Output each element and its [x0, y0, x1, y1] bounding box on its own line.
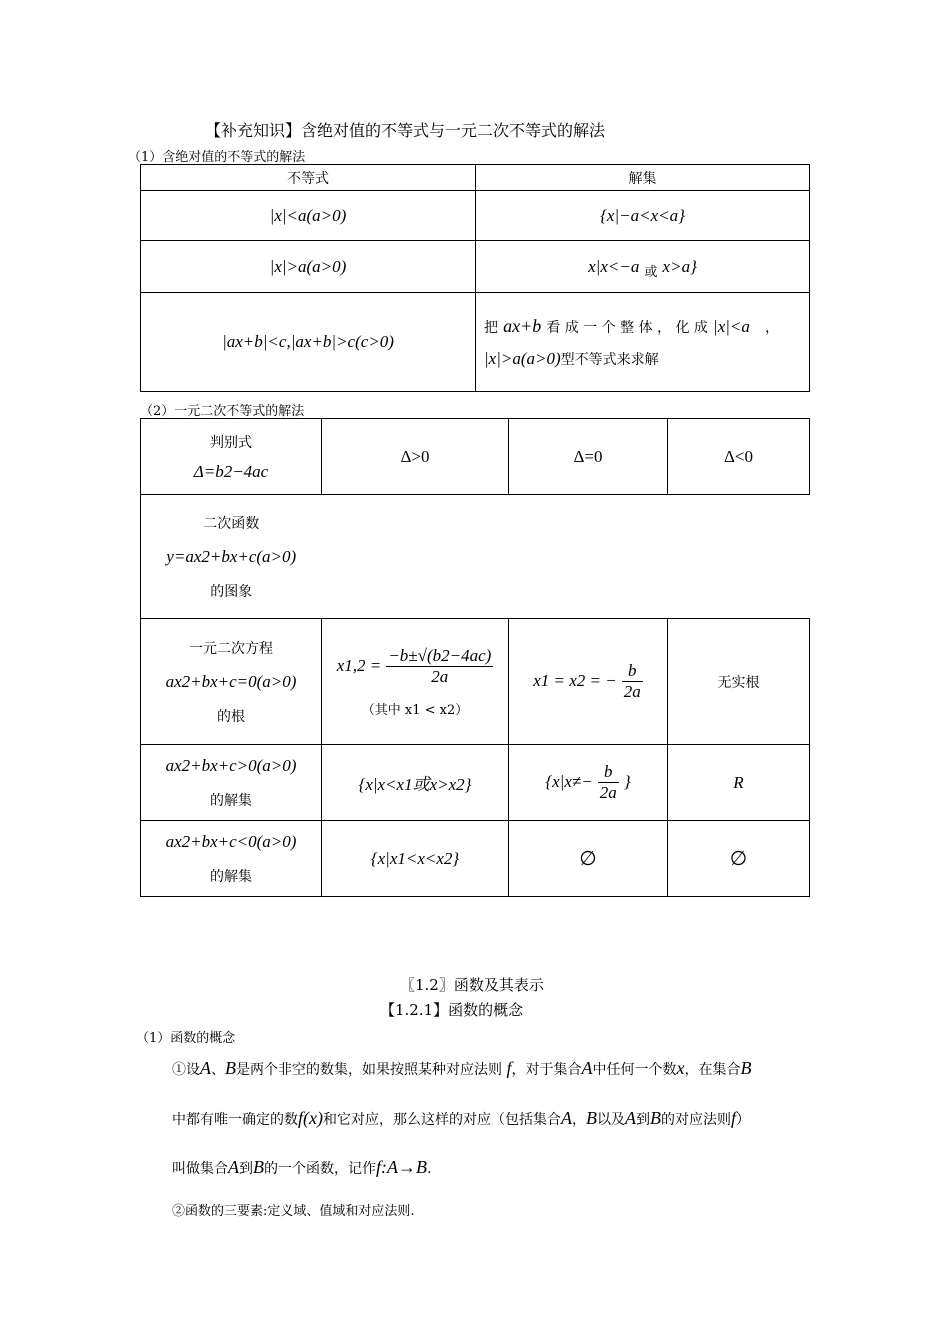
paragraph-4: ②函数的三要素:定义域、值域和对应法则.	[172, 1204, 415, 1219]
gt-solution-delta-negative: R	[668, 745, 810, 821]
header-delta-zero: Δ=0	[509, 419, 668, 495]
col-header-inequality: 不等式	[141, 165, 476, 191]
graph-delta-zero	[509, 495, 668, 619]
function-graph-header: 二次函数 y=ax2+bx+c(a>0) 的图象	[141, 495, 322, 619]
paragraph-2: 中都有唯一确定的数f(x)和它对应，那么这样的对应（包括集合A，B以及A到B的对应法则f）	[172, 1108, 750, 1128]
gt-solution-delta-zero: {x|x≠− $\frac{b}{2a}$ }	[509, 745, 668, 821]
row1-inequality: |x|<a(a>0)	[141, 191, 476, 241]
paragraph-1: ①设A、B是两个非空的数集，如果按照某种对应法则 f，对于集合A中任何一个数x，在集合B	[172, 1058, 752, 1078]
row1-solution: {x|−a<x<a}	[476, 191, 810, 241]
paragraph-3: 叫做集合A到B的一个函数，记作f:A→B.	[172, 1157, 432, 1177]
discriminant-header: 判别式 Δ=b2−4ac	[141, 419, 322, 495]
header-delta-negative: Δ<0	[668, 419, 810, 495]
lt-solution-delta-zero: ∅	[509, 821, 668, 897]
section-1-label: （1）含绝对值的不等式的解法	[128, 150, 306, 165]
abs-inequality-table	[140, 164, 810, 392]
graph-delta-negative	[668, 495, 810, 619]
section-2-label: （2）一元二次不等式的解法	[140, 404, 305, 419]
lt-solution-delta-positive: {x|x1<x<x2}	[322, 821, 509, 897]
greater-than-header: ax2+bx+c>0(a>0) 的解集	[141, 745, 322, 821]
gt-solution-delta-positive: {x|x<x1或x>x2}	[322, 745, 509, 821]
roots-delta-positive: x1,2 = $\frac{-b\pm√(b2-4ac)}{2a}$ （其中 x1 < x2）	[322, 619, 509, 745]
graph-delta-positive	[322, 495, 509, 619]
header-delta-positive: Δ>0	[322, 419, 509, 495]
col-header-solution: 解集	[476, 165, 810, 191]
row2-inequality: |x|>a(a>0)	[141, 241, 476, 293]
roots-delta-zero: x1 = x2 = − $\frac{b}{2a}$	[509, 619, 668, 745]
less-than-header: ax2+bx+c<0(a>0) 的解集	[141, 821, 322, 897]
main-heading: 【补充知识】含绝对值的不等式与一元二次不等式的解法	[205, 121, 606, 140]
row3-solution: 把 ax+b 看 成 一 个 整 体 ， 化 成 |x|<a ， |x|>a(a>0)型不等式来求解	[476, 293, 810, 392]
section-1-2-1-heading: 【1.2.1】函数的概念	[380, 1001, 524, 1019]
row3-inequality: |ax+b|<c,|ax+b|>c(c>0)	[141, 293, 476, 392]
row2-solution: x|x<−a $_或$ x>a}	[476, 241, 810, 293]
section-1-2-heading: 〖1.2〗函数及其表示	[400, 976, 544, 994]
lt-solution-delta-negative: ∅	[668, 821, 810, 897]
equation-root-header: 一元二次方程 ax2+bx+c=0(a>0) 的根	[141, 619, 322, 745]
quadratic-inequality-table	[140, 418, 810, 897]
roots-delta-negative: 无实根	[668, 619, 810, 745]
concept-label: （1）函数的概念	[136, 1031, 236, 1046]
